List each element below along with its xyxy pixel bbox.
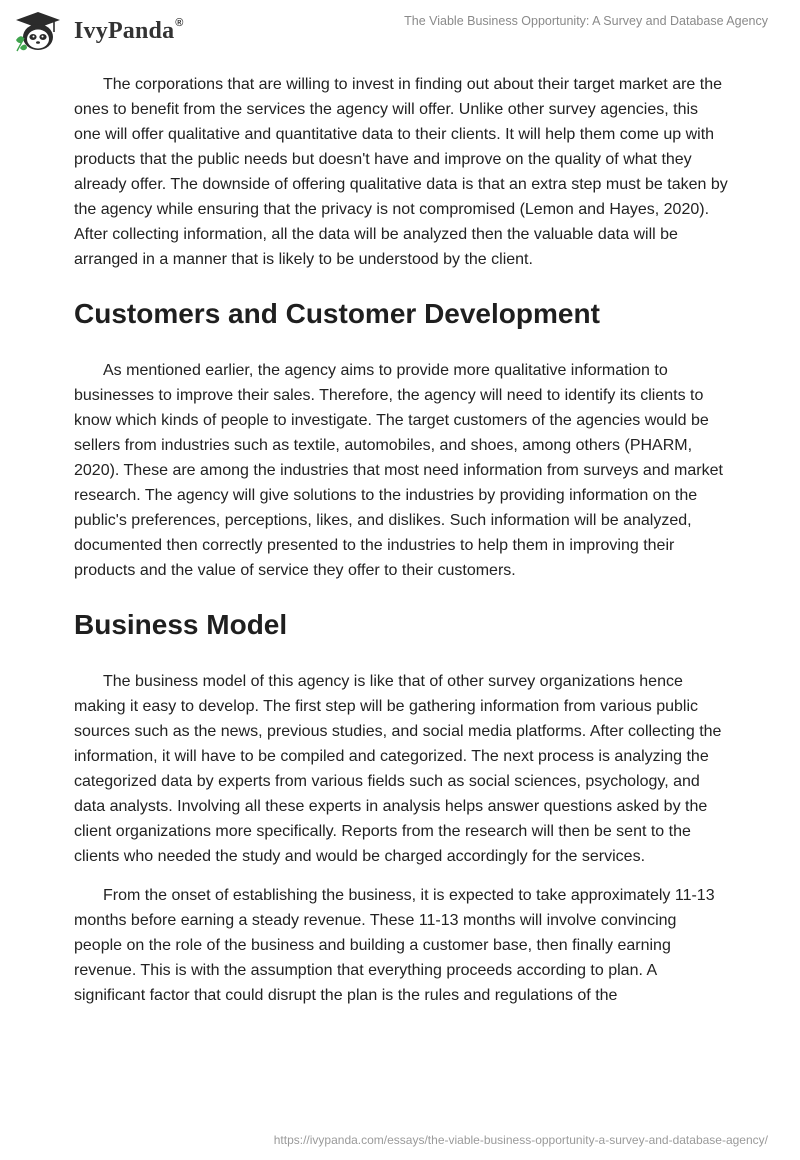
paragraph-2: As mentioned earlier, the agency aims to provide more qualitative information to businesses to improve their sales. Therefore, the agency will need to identify its clients to know which kinds of people to investigate. The target customers of the agencies would be sellers from industries such as textile, automobiles, and shoes, among others (PHARM, 2020). These are among the industries that most need information from surveys and market research. The agency will give solutions to the industries by providing information on the public's preferences, perceptions, likes, and dislikes. Such information will be analyzed, documented then correctly presented to the industries to help them in improving their products and the value of service they offer to their customers.: [74, 362, 723, 579]
source-url[interactable]: https://ivypanda.com/essays/the-viable-business-opportunity-a-survey-and-database-agency/: [273, 1133, 768, 1147]
section-heading-customers: Customers and Customer Development: [74, 298, 600, 329]
registered-mark: ®: [175, 17, 184, 29]
paragraph-1: The corporations that are willing to invest in finding out about their target market are the ones to benefit from the services the agency will offer. Unlike other survey agencies, this one will offer qualitative and quantitative data to their clients. It will help them come up with products that the public needs but doesn't have and improve on the quality of what they already offer. The downside of offering qualitative data is that an extra step must be taken by the agency while ensuring that the privacy is not compromised (Lemon and Hayes, 2020). After collecting information, all the data will be analyzed then the valuable data will be arranged in a manner that is likely to be understood by the client.: [74, 76, 728, 268]
paragraph-3: The business model of this agency is like that of other survey organizations hence making it easy to develop. The first step will be gathering information from various public sources such as the news, previous studies, and social media platforms. After collecting the information, it will have to be compiled and categorized. The next process is analyzing the categorized data by experts from various fields such as social sciences, psychology, and data analysts. Involving all these experts in analysis helps answer questions asked by the client organizations more specifically. Reports from the research will then be sent to the clients who needed the study and would be charged accordingly for the services.: [74, 673, 722, 865]
brand-text: IvyPanda: [74, 18, 175, 44]
ivypanda-logo[interactable]: [14, 10, 184, 52]
section-heading-business-model: Business Model: [74, 609, 288, 640]
panda-graduate-icon: [14, 10, 66, 52]
running-title: The Viable Business Opportunity: A Survey and Database Agency: [404, 14, 768, 28]
essay-body: [74, 72, 728, 1022]
page-header: [0, 0, 800, 60]
paragraph-4: From the onset of establishing the business, it is expected to take approximately 11-13 months before earning a steady revenue. These 11-13 months will involve convincing people on the role of the business and building a customer base, then finally earning revenue. This is with the assumption that everything proceeds according to plan. A significant factor that could disrupt the plan is the rules and regulations of the: [74, 887, 715, 1004]
brand-name: [74, 17, 184, 45]
